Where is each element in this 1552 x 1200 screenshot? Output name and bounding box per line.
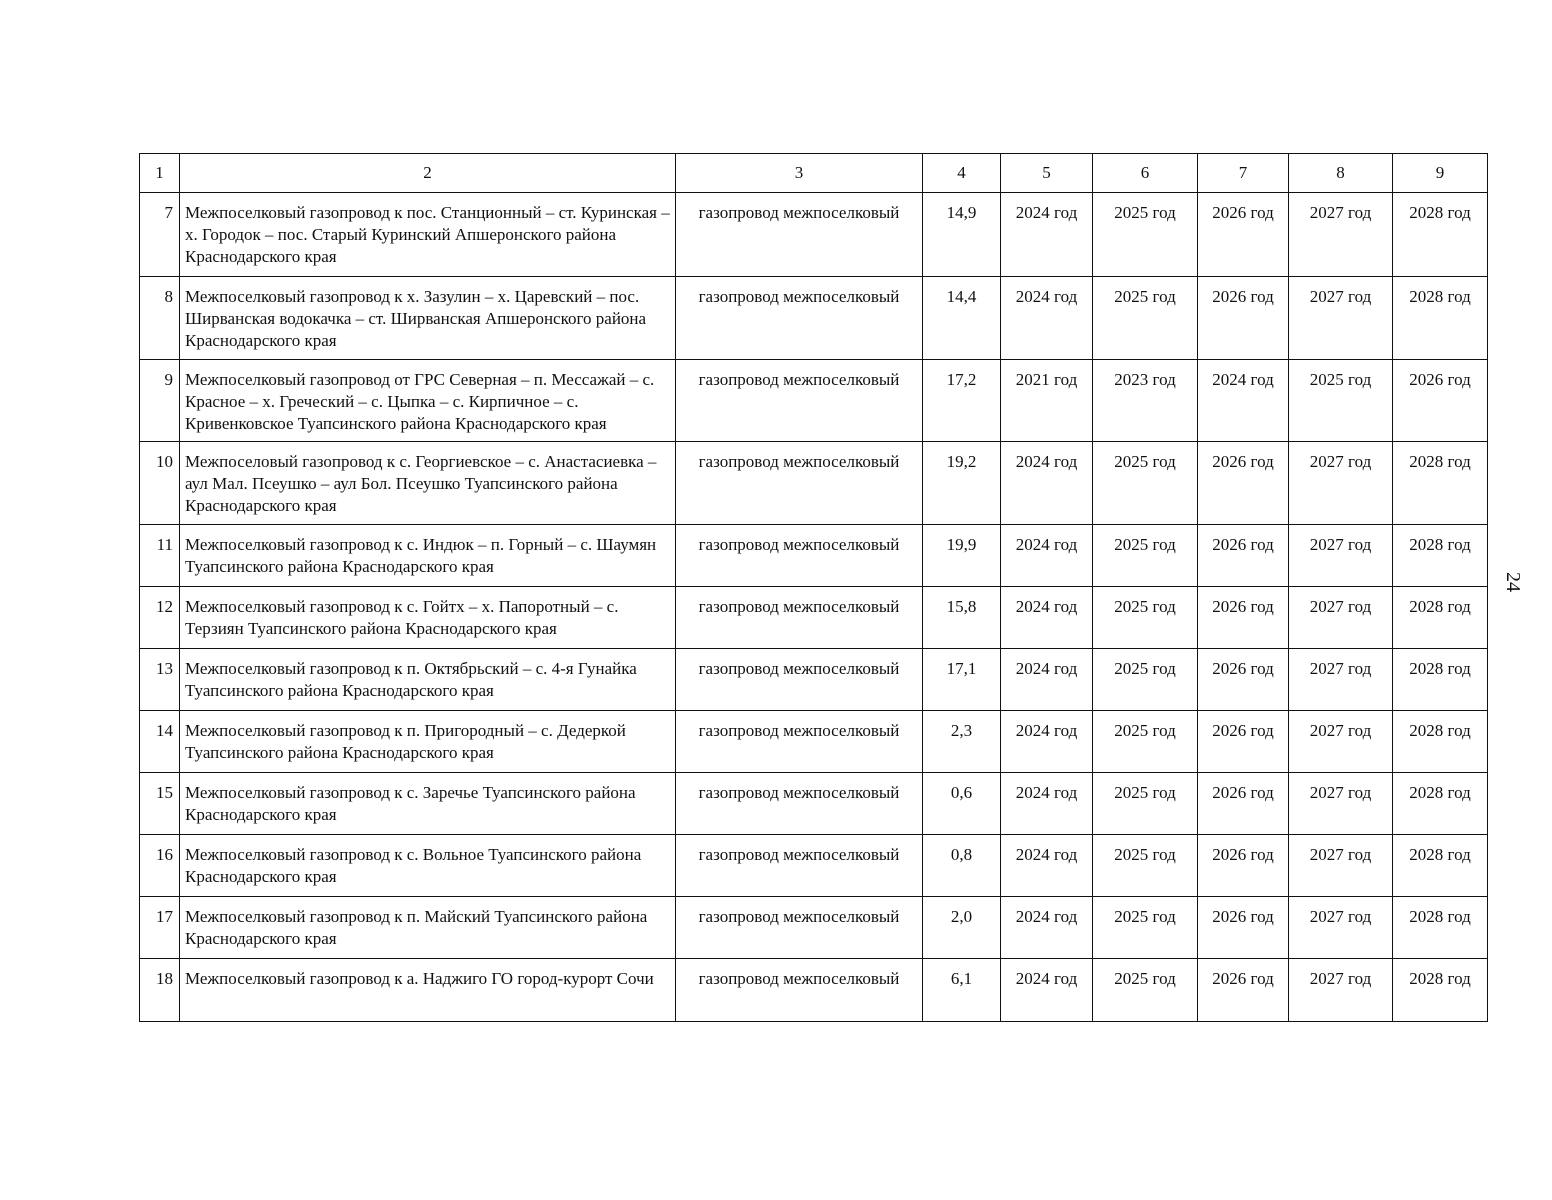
pipeline-name: Межпоселковый газопровод к пос. Станционный – ст. Куринская – х. Городок – пос. Старый Куринский Апшеронского района Краснодарского края xyxy=(180,193,676,277)
year-cell: 2028 год xyxy=(1393,525,1488,587)
table-header-row xyxy=(140,154,1488,193)
year-cell: 2026 год xyxy=(1198,525,1289,587)
pipeline-length: 2,3 xyxy=(923,711,1001,773)
pipeline-name: Межпоселковый газопровод к а. Наджиго ГО город-курорт Сочи xyxy=(180,959,676,1022)
table-row xyxy=(140,525,1488,587)
pipeline-type: газопровод межпоселковый xyxy=(676,711,923,773)
pipeline-length: 14,9 xyxy=(923,193,1001,277)
pipeline-length: 19,2 xyxy=(923,442,1001,525)
year-cell: 2027 год xyxy=(1289,649,1393,711)
table-row xyxy=(140,711,1488,773)
year-cell: 2027 год xyxy=(1289,711,1393,773)
year-cell: 2025 год xyxy=(1093,773,1198,835)
year-cell: 2024 год xyxy=(1001,711,1093,773)
row-number: 13 xyxy=(140,649,180,711)
pipeline-length: 17,1 xyxy=(923,649,1001,711)
year-cell: 2027 год xyxy=(1289,835,1393,897)
year-cell: 2025 год xyxy=(1093,277,1198,360)
pipeline-type: газопровод межпоселковый xyxy=(676,959,923,1022)
year-cell: 2024 год xyxy=(1001,525,1093,587)
year-cell: 2024 год xyxy=(1001,587,1093,649)
year-cell: 2025 год xyxy=(1289,360,1393,442)
pipeline-type: газопровод межпоселковый xyxy=(676,525,923,587)
header-cell: 1 xyxy=(140,154,180,193)
pipeline-name: Межпоселовый газопровод к с. Георгиевское – с. Анастасиевка – аул Мал. Псеушко – аул Бол. Псеушко Туапсинского района Краснодарского края xyxy=(180,442,676,525)
year-cell: 2027 год xyxy=(1289,897,1393,959)
pipeline-name: Межпоселковый газопровод к с. Заречье Туапсинского района Краснодарского края xyxy=(180,773,676,835)
pipeline-type: газопровод межпоселковый xyxy=(676,360,923,442)
pipeline-length: 2,0 xyxy=(923,897,1001,959)
header-cell: 2 xyxy=(180,154,676,193)
pipeline-length: 0,6 xyxy=(923,773,1001,835)
year-cell: 2028 год xyxy=(1393,835,1488,897)
year-cell: 2021 год xyxy=(1001,360,1093,442)
year-cell: 2025 год xyxy=(1093,525,1198,587)
pipeline-type: газопровод межпоселковый xyxy=(676,193,923,277)
year-cell: 2026 год xyxy=(1393,360,1488,442)
header-cell: 5 xyxy=(1001,154,1093,193)
pipeline-type: газопровод межпоселковый xyxy=(676,649,923,711)
year-cell: 2027 год xyxy=(1289,277,1393,360)
year-cell: 2026 год xyxy=(1198,959,1289,1022)
year-cell: 2025 год xyxy=(1093,442,1198,525)
year-cell: 2028 год xyxy=(1393,897,1488,959)
year-cell: 2024 год xyxy=(1198,360,1289,442)
pipeline-name: Межпоселковый газопровод к п. Октябрьский – с. 4-я Гунайка Туапсинского района Краснодарского края xyxy=(180,649,676,711)
year-cell: 2026 год xyxy=(1198,897,1289,959)
header-cell: 6 xyxy=(1093,154,1198,193)
table-row xyxy=(140,277,1488,360)
pipeline-length: 14,4 xyxy=(923,277,1001,360)
year-cell: 2027 год xyxy=(1289,773,1393,835)
row-number: 8 xyxy=(140,277,180,360)
table-row xyxy=(140,649,1488,711)
pipeline-name: Межпоселковый газопровод к с. Индюк – п. Горный – с. Шаумян Туапсинского района Краснодарского края xyxy=(180,525,676,587)
year-cell: 2028 год xyxy=(1393,959,1488,1022)
row-number: 18 xyxy=(140,959,180,1022)
year-cell: 2026 год xyxy=(1198,442,1289,525)
pipeline-type: газопровод межпоселковый xyxy=(676,277,923,360)
year-cell: 2028 год xyxy=(1393,587,1488,649)
year-cell: 2024 год xyxy=(1001,193,1093,277)
pipeline-type: газопровод межпоселковый xyxy=(676,835,923,897)
year-cell: 2028 год xyxy=(1393,193,1488,277)
pipeline-name: Межпоселковый газопровод к с. Вольное Туапсинского района Краснодарского края xyxy=(180,835,676,897)
pipeline-length: 19,9 xyxy=(923,525,1001,587)
page-number: 24 xyxy=(1502,572,1524,592)
row-number: 10 xyxy=(140,442,180,525)
year-cell: 2027 год xyxy=(1289,525,1393,587)
year-cell: 2025 год xyxy=(1093,835,1198,897)
row-number: 16 xyxy=(140,835,180,897)
table-row xyxy=(140,442,1488,525)
year-cell: 2024 год xyxy=(1001,897,1093,959)
pipeline-length: 6,1 xyxy=(923,959,1001,1022)
year-cell: 2028 год xyxy=(1393,711,1488,773)
year-cell: 2027 год xyxy=(1289,442,1393,525)
header-cell: 8 xyxy=(1289,154,1393,193)
pipeline-type: газопровод межпоселковый xyxy=(676,773,923,835)
year-cell: 2025 год xyxy=(1093,587,1198,649)
table-row xyxy=(140,193,1488,277)
year-cell: 2024 год xyxy=(1001,649,1093,711)
year-cell: 2028 год xyxy=(1393,277,1488,360)
pipeline-name: Межпоселковый газопровод к п. Майский Туапсинского района Краснодарского края xyxy=(180,897,676,959)
table-row xyxy=(140,360,1488,442)
year-cell: 2028 год xyxy=(1393,649,1488,711)
row-number: 12 xyxy=(140,587,180,649)
table-row xyxy=(140,959,1488,1022)
table-row xyxy=(140,587,1488,649)
row-number: 15 xyxy=(140,773,180,835)
header-cell: 9 xyxy=(1393,154,1488,193)
pipeline-name: Межпоселковый газопровод от ГРС Северная – п. Мессажай – с. Красное – х. Греческий – с. Цыпка – с. Кирпичное – с. Кривенковское Туапсинского района Краснодарского края xyxy=(180,360,676,442)
header-cell: 4 xyxy=(923,154,1001,193)
pipeline-length: 0,8 xyxy=(923,835,1001,897)
year-cell: 2026 год xyxy=(1198,711,1289,773)
year-cell: 2028 год xyxy=(1393,442,1488,525)
year-cell: 2024 год xyxy=(1001,773,1093,835)
table-row xyxy=(140,897,1488,959)
row-number: 7 xyxy=(140,193,180,277)
pipeline-type: газопровод межпоселковый xyxy=(676,897,923,959)
year-cell: 2026 год xyxy=(1198,773,1289,835)
row-number: 14 xyxy=(140,711,180,773)
row-number: 17 xyxy=(140,897,180,959)
year-cell: 2024 год xyxy=(1001,277,1093,360)
year-cell: 2024 год xyxy=(1001,959,1093,1022)
pipeline-type: газопровод межпоселковый xyxy=(676,587,923,649)
table-row xyxy=(140,835,1488,897)
year-cell: 2026 год xyxy=(1198,587,1289,649)
pipeline-name: Межпоселковый газопровод к с. Гойтх – х. Папоротный – с. Терзиян Туапсинского района Краснодарского края xyxy=(180,587,676,649)
year-cell: 2025 год xyxy=(1093,649,1198,711)
year-cell: 2025 год xyxy=(1093,711,1198,773)
year-cell: 2025 год xyxy=(1093,959,1198,1022)
pipeline-length: 15,8 xyxy=(923,587,1001,649)
row-number: 9 xyxy=(140,360,180,442)
year-cell: 2027 год xyxy=(1289,959,1393,1022)
year-cell: 2026 год xyxy=(1198,835,1289,897)
year-cell: 2023 год xyxy=(1093,360,1198,442)
pipeline-type: газопровод межпоселковый xyxy=(676,442,923,525)
pipeline-length: 17,2 xyxy=(923,360,1001,442)
pipeline-name: Межпоселковый газопровод к х. Зазулин – х. Царевский – пос. Ширванская водокачка – ст. Ширванская Апшеронского района Краснодарского края xyxy=(180,277,676,360)
year-cell: 2025 год xyxy=(1093,193,1198,277)
gas-pipeline-table xyxy=(139,153,1488,1022)
year-cell: 2027 год xyxy=(1289,193,1393,277)
year-cell: 2024 год xyxy=(1001,835,1093,897)
header-cell: 3 xyxy=(676,154,923,193)
year-cell: 2026 год xyxy=(1198,193,1289,277)
year-cell: 2027 год xyxy=(1289,587,1393,649)
pipeline-name: Межпоселковый газопровод к п. Пригородный – с. Дедеркой Туапсинского района Краснодарского края xyxy=(180,711,676,773)
year-cell: 2024 год xyxy=(1001,442,1093,525)
year-cell: 2026 год xyxy=(1198,649,1289,711)
year-cell: 2025 год xyxy=(1093,897,1198,959)
table-row xyxy=(140,773,1488,835)
row-number: 11 xyxy=(140,525,180,587)
year-cell: 2026 год xyxy=(1198,277,1289,360)
header-cell: 7 xyxy=(1198,154,1289,193)
year-cell: 2028 год xyxy=(1393,773,1488,835)
